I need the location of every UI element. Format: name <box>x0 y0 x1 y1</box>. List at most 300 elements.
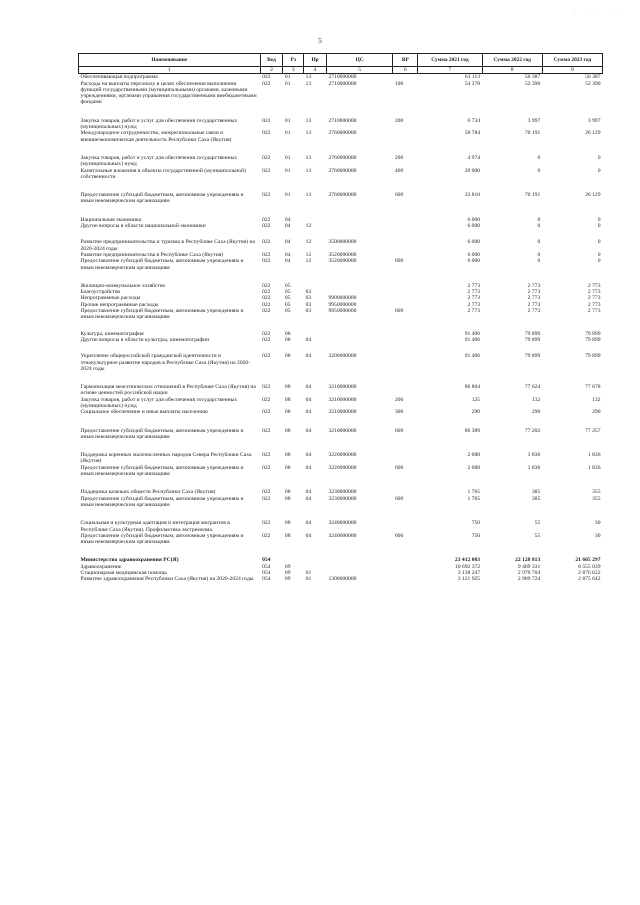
row-sum-2021: 3 121 925 <box>457 576 481 583</box>
row-ved: 022 <box>262 216 271 223</box>
row-cs: 3520000000 <box>328 258 357 265</box>
row-cs: 3230000000 <box>328 489 357 496</box>
row-pr: 13 <box>305 117 312 124</box>
row-sum-2023: 26 129 <box>585 130 601 137</box>
header-sum-2023: Сумма 2023 год <box>542 54 602 67</box>
row-cs: 2760000000 <box>328 192 357 199</box>
row-ved: 022 <box>262 295 271 302</box>
row-ved: 022 <box>262 223 271 230</box>
row-vr: 600 <box>394 308 404 315</box>
row-sum-2021: 4 974 <box>467 154 481 161</box>
row-name: Предоставление субсидий бюджетным, автономным учреждениям и иным некоммерческим организациям <box>80 308 244 321</box>
row-ved: 022 <box>262 384 271 391</box>
row-pr: 13 <box>305 80 312 87</box>
row-name: Гармонизация межэтнических отношений в Республике Саха (Якутия) на основе ценностей российской нации <box>80 384 256 397</box>
row-sum-2021: 91 406 <box>464 353 481 360</box>
row-name: Расходы на выплаты персоналу в целях обеспечения выполнения функций государственными (муниципальными) органами, казенными учреждениями, органами управления государственными внебюджетными фондами <box>80 80 257 106</box>
row-rz: 08 <box>284 464 291 471</box>
row-vr: 600 <box>394 532 404 539</box>
row-name: Развитие предпринимательства и туризма в Республике Саха (Якутия) на 2020-2024 годы <box>80 239 255 252</box>
row-sum-2023: 2 773 <box>587 282 601 289</box>
row-spacer-cell <box>79 229 603 239</box>
row-rz: 08 <box>284 353 291 360</box>
row-spacer <box>79 416 603 428</box>
row-sum-2022: 52 390 <box>524 80 541 87</box>
row-sum-2021: 20 000 <box>464 167 481 174</box>
row-vr <box>393 74 418 81</box>
row-sum-2022: 132 <box>531 396 541 403</box>
row-name: Предоставление субсидий бюджетным, автономным учреждениям и иным некоммерческим организациям <box>80 192 244 205</box>
row-sum-2022: 79 899 <box>524 336 541 343</box>
row-rz: 08 <box>284 520 291 527</box>
row-sum-2022: 2 969 724 <box>517 576 541 583</box>
row-spacer <box>79 106 603 118</box>
row-sum-2022: 70 191 <box>524 130 541 137</box>
row-rz: 01 <box>284 192 291 199</box>
table-row <box>79 384 603 397</box>
row-cs: 3200000000 <box>328 353 357 360</box>
row-spacer-cell <box>79 416 603 428</box>
row-sum-2022: 22 128 813 <box>515 557 541 564</box>
row-sum-2022: 0 <box>537 223 541 230</box>
row-name: Национальная экономика <box>80 216 142 223</box>
row-spacer-cell <box>79 271 603 283</box>
row-sum-2021: 6 000 <box>467 258 481 265</box>
row-cs: 3210000000 <box>328 384 357 391</box>
row-spacer-cell <box>79 508 603 520</box>
row-sum-2021: 2 773 <box>467 295 481 302</box>
row-spacer-cell <box>79 180 603 192</box>
table-row <box>79 74 603 81</box>
row-ved: 022 <box>262 117 271 124</box>
column-number: 7 <box>418 67 482 74</box>
row-sum-2021: 10 692 372 <box>454 563 481 570</box>
row-name: Предоставление субсидий бюджетным, автономным учреждениям и иным некоммерческим организациям <box>80 258 244 271</box>
table-row <box>79 155 603 168</box>
row-pr: 03 <box>305 295 312 302</box>
row-sum-2022: 77 624 <box>524 384 541 391</box>
row-sum-2022: 2 773 <box>527 289 541 296</box>
row-spacer <box>79 477 603 489</box>
row-pr: 04 <box>305 384 312 391</box>
row-name: Укрепление общероссийской гражданской идентичности и этнокультурное развитие народов в Республике Саха (Якутия) на 2020-2024 годы <box>80 353 251 372</box>
row-ved: 022 <box>262 154 271 161</box>
row-sum-2023: 0 <box>597 258 601 265</box>
scan-marks: · · · · · <box>574 8 626 14</box>
row-ved: 022 <box>262 130 271 137</box>
row-name: Министерство здравоохранения РС(Я) <box>80 557 179 564</box>
row-pr: 12 <box>305 239 312 246</box>
row-name: Непрограммные расходы <box>80 295 141 302</box>
row-sum-2021: 3 138 247 <box>457 570 481 577</box>
row-name: Развитие здравоохранения Республики Саха (Якутия) на 2020-2024 годы <box>80 576 254 583</box>
row-vr: 200 <box>394 396 404 403</box>
row-sum-2022: 290 <box>531 409 541 416</box>
row-sum-2022: 2 773 <box>527 301 541 308</box>
row-ved: 022 <box>262 532 271 539</box>
table-row <box>79 576 603 582</box>
row-pr: 04 <box>305 495 312 502</box>
row-sum-2023: 1 836 <box>587 464 601 471</box>
row-name: Благоустройство <box>80 289 121 296</box>
row-name: Стационарная медицинская помощь <box>80 570 167 577</box>
row-rz: 04 <box>284 239 291 246</box>
row-name: Обеспечивающая подпрограмма <box>80 74 158 81</box>
row-spacer <box>79 229 603 239</box>
row-pr: 04 <box>305 520 312 527</box>
row-vr <box>393 452 418 465</box>
table-row <box>79 452 603 465</box>
row-spacer-cell <box>79 372 603 384</box>
row-cs: 3240000000 <box>328 532 357 539</box>
row-spacer-cell <box>79 321 603 331</box>
row-cs: 3520000000 <box>328 251 357 258</box>
column-number-row <box>79 67 603 74</box>
row-sum-2022: 0 <box>537 216 541 223</box>
row-sum-2023: 77 678 <box>585 384 601 391</box>
row-rz: 09 <box>284 576 291 583</box>
row-sum-2021: 290 <box>471 409 481 416</box>
row-sum-2023: 56 387 <box>585 74 601 81</box>
table-row <box>79 258 603 271</box>
row-sum-2023: 2 773 <box>587 301 601 308</box>
row-sum-2023: 8 555 039 <box>578 563 601 570</box>
row-pr: 03 <box>305 289 312 296</box>
row-pr: 13 <box>305 167 312 174</box>
header-cs: ЦС <box>326 54 392 67</box>
row-name: Предоставление субсидий бюджетным, автономным учреждениям и иным некоммерческим организациям <box>80 464 244 478</box>
table-row <box>79 428 603 441</box>
row-vr <box>393 130 418 143</box>
row-vr: 100 <box>394 80 404 87</box>
row-sum-2022: 79 899 <box>524 353 541 360</box>
header-rz: Рз <box>283 54 304 67</box>
row-rz: 04 <box>284 216 291 223</box>
row-sum-2023: 355 <box>592 489 601 496</box>
row-cs: 2760000000 <box>328 167 357 174</box>
row-ved: 022 <box>262 74 271 81</box>
table-row <box>79 118 603 131</box>
row-sum-2022: 3 997 <box>527 117 541 124</box>
row-cs: 2710000000 <box>328 74 357 81</box>
row-spacer <box>79 143 603 155</box>
row-cs: 3210000000 <box>328 409 357 416</box>
row-sum-2023: 355 <box>592 495 601 502</box>
column-number: 8 <box>482 67 542 74</box>
row-sum-2023: 79 899 <box>585 336 601 343</box>
row-name: Предоставление субсидий бюджетным, автономным учреждениям и иным некоммерческим организациям <box>80 495 244 508</box>
table-row <box>79 192 603 205</box>
row-sum-2021: 6 000 <box>467 239 481 246</box>
row-name: Закупка товаров, работ и услуг для обеспечения государственных (муниципальных) нужд <box>80 117 238 131</box>
row-ved: 022 <box>262 464 271 471</box>
row-vr <box>393 239 418 252</box>
row-sum-2021: 2 773 <box>467 282 481 289</box>
table-row <box>79 239 603 252</box>
row-sum-2023: 1 836 <box>587 452 601 459</box>
row-cs: 3210000000 <box>328 396 357 403</box>
row-vr <box>393 384 418 397</box>
table-row <box>79 465 603 478</box>
row-ved: 022 <box>262 489 271 496</box>
row-sum-2022: 1 836 <box>527 464 541 471</box>
row-rz: 01 <box>284 117 291 124</box>
row-rz: 04 <box>284 251 291 258</box>
row-spacer-cell <box>79 343 603 353</box>
row-cs: 2760000000 <box>328 154 357 161</box>
row-sum-2023: 2 875 642 <box>578 576 601 583</box>
row-cs: 9950000000 <box>328 308 357 315</box>
row-cs: 2710000000 <box>328 117 357 124</box>
row-pr: 04 <box>305 396 312 403</box>
row-vr: 200 <box>394 154 404 161</box>
row-vr: 600 <box>394 192 404 199</box>
row-sum-2023: 2 876 622 <box>578 570 601 577</box>
row-ved: 054 <box>262 570 271 577</box>
header-vr: ВР <box>393 54 418 67</box>
row-sum-2021: 6 000 <box>467 251 481 258</box>
row-vr: 600 <box>394 464 404 471</box>
row-cs: 3210000000 <box>328 427 357 434</box>
row-sum-2023: 79 899 <box>585 330 601 337</box>
row-ved: 022 <box>262 167 271 174</box>
row-vr: 200 <box>394 117 404 124</box>
row-pr: 12 <box>305 258 312 265</box>
row-sum-2023: 52 390 <box>585 80 601 87</box>
row-sum-2023: 30 <box>594 520 601 527</box>
row-sum-2023: 2 773 <box>587 308 601 315</box>
row-pr: 04 <box>305 464 312 471</box>
row-pr: 12 <box>305 251 312 258</box>
row-name: Прочие непрограммные расходы <box>80 301 159 308</box>
row-sum-2022: 2 773 <box>527 295 541 302</box>
row-sum-2023: 2 773 <box>587 295 601 302</box>
row-cs: 3230000000 <box>328 495 357 502</box>
row-pr: 01 <box>305 570 312 577</box>
row-vr: 600 <box>394 495 404 502</box>
row-ved: 022 <box>262 289 271 296</box>
table-row <box>79 397 603 410</box>
row-rz: 08 <box>284 336 291 343</box>
row-name: Поддержка коренных малочисленных народов Севера Республики Саха (Якутия) <box>80 452 252 465</box>
row-sum-2022: 70 191 <box>524 192 541 199</box>
row-ved: 022 <box>262 282 271 289</box>
row-rz: 08 <box>284 409 291 416</box>
row-vr <box>393 353 418 372</box>
row-ved: 054 <box>262 563 271 570</box>
row-pr: 04 <box>305 353 312 360</box>
row-name: Поддержка казачьих обществ Республики Саха (Якутия) <box>80 489 216 496</box>
row-spacer <box>79 321 603 331</box>
table-row <box>79 520 603 533</box>
row-ved: 022 <box>262 336 271 343</box>
header-row <box>79 54 603 67</box>
row-vr: 600 <box>394 427 404 434</box>
column-number: 2 <box>260 67 283 74</box>
row-ved: 022 <box>262 520 271 527</box>
table-row <box>79 308 603 321</box>
row-sum-2021: 54 378 <box>464 80 481 87</box>
header-sum-2021: Сумма 2021 год <box>418 54 482 67</box>
row-spacer <box>79 205 603 217</box>
row-spacer-cell <box>79 205 603 217</box>
row-name: Жилищно-коммунальное хозяйство <box>80 282 166 289</box>
row-name: Другие вопросы в области национальной экономики <box>80 223 206 230</box>
row-rz: 09 <box>284 563 291 570</box>
row-name: Капитальные вложения в объекты государственной (муниципальной) собственности <box>80 167 246 180</box>
row-sum-2021: 6 000 <box>467 223 481 230</box>
row-spacer <box>79 372 603 384</box>
row-ved: 022 <box>262 301 271 308</box>
row-pr: 04 <box>305 336 312 343</box>
row-rz: 08 <box>284 495 291 502</box>
row-name: Предоставление субсидий бюджетным, автономным учреждениям и иным некоммерческим организациям <box>80 427 244 440</box>
header-ved: Вед <box>260 54 283 67</box>
row-rz: 08 <box>284 384 291 391</box>
row-spacer <box>79 343 603 353</box>
row-rz: 05 <box>284 301 291 308</box>
row-rz: 08 <box>284 396 291 403</box>
row-rz: 08 <box>284 427 291 434</box>
row-pr: 03 <box>305 301 312 308</box>
row-sum-2021: 86 389 <box>464 427 481 434</box>
header-sum-2022: Сумма 2022 год <box>482 54 542 67</box>
row-rz: 05 <box>284 308 291 315</box>
row-rz: 08 <box>284 330 291 337</box>
row-spacer <box>79 271 603 283</box>
row-sum-2022: 2 773 <box>527 282 541 289</box>
row-sum-2023: 132 <box>592 396 601 403</box>
table-row <box>79 168 603 181</box>
row-rz: 05 <box>284 295 291 302</box>
row-name: Закупка товаров, работ и услуг для обеспечения государственных (муниципальных) нужд <box>80 396 238 409</box>
table-row <box>79 353 603 372</box>
row-cs: 9950000000 <box>328 301 357 308</box>
row-sum-2022: 385 <box>531 489 541 496</box>
row-name: Культура, кинематография <box>80 330 144 337</box>
row-sum-2022: 56 387 <box>524 74 541 81</box>
table-row <box>79 533 603 546</box>
row-name: Социальная и культурная адаптация и интеграция мигрантов в Республике Саха (Якутия). Профилактика экстремизма. <box>80 520 230 533</box>
row-rz: 05 <box>284 289 291 296</box>
row-ved: 022 <box>262 495 271 502</box>
row-rz: 01 <box>284 80 291 87</box>
row-sum-2021: 86 804 <box>464 384 481 391</box>
row-cs: 3220000000 <box>328 464 357 471</box>
column-number: 3 <box>283 67 304 74</box>
row-sum-2022: 0 <box>537 154 541 161</box>
row-spacer-cell <box>79 143 603 155</box>
row-spacer <box>79 440 603 452</box>
row-spacer <box>79 508 603 520</box>
row-sum-2021: 23 412 083 <box>454 557 481 564</box>
column-number: 9 <box>542 67 602 74</box>
row-ved: 022 <box>262 80 271 87</box>
row-sum-2022: 2 970 704 <box>517 570 541 577</box>
row-pr: 01 <box>305 576 312 583</box>
row-sum-2022: 0 <box>537 258 541 265</box>
row-sum-2022: 0 <box>537 239 541 246</box>
row-ved: 022 <box>262 192 271 199</box>
row-sum-2021: 2 773 <box>467 308 481 315</box>
row-sum-2021: 750 <box>471 532 481 539</box>
row-sum-2023: 77 257 <box>585 427 601 434</box>
row-sum-2023: 0 <box>597 251 601 258</box>
column-number: 1 <box>79 67 261 74</box>
row-spacer <box>79 180 603 192</box>
row-spacer <box>79 545 603 557</box>
row-sum-2021: 6 000 <box>467 216 481 223</box>
row-rz: 01 <box>284 130 291 137</box>
row-rz: 08 <box>284 532 291 539</box>
header-name: Наименование <box>79 54 261 67</box>
row-ved: 022 <box>262 251 271 258</box>
row-sum-2023: 3 997 <box>587 117 601 124</box>
row-pr: 03 <box>305 308 312 315</box>
row-sum-2021: 2 088 <box>467 452 481 459</box>
row-name: Здравоохранение <box>80 563 122 570</box>
budget-table <box>78 53 603 583</box>
row-pr: 04 <box>305 427 312 434</box>
row-sum-2022: 2 773 <box>527 308 541 315</box>
row-sum-2022: 79 899 <box>524 330 541 337</box>
row-rz: 01 <box>284 167 291 174</box>
row-rz: 08 <box>284 489 291 496</box>
row-sum-2023: 0 <box>597 223 601 230</box>
table-row <box>79 81 603 106</box>
row-sum-2023: 0 <box>597 167 601 174</box>
row-cs: 2710000000 <box>328 80 357 87</box>
row-sum-2021: 33 810 <box>464 192 481 199</box>
row-rz: 05 <box>284 282 291 289</box>
row-sum-2021: 91 406 <box>464 330 481 337</box>
row-ved: 022 <box>262 452 271 459</box>
row-pr: 04 <box>305 409 312 416</box>
row-name: Социальное обеспечение и иные выплаты населению <box>80 409 208 416</box>
row-cs: 2760000000 <box>328 130 357 137</box>
row-name: Международное сотрудничество, межрегиональные связи и внешнеэкономическая деятельность Республики Саха (Якутия) <box>80 130 232 143</box>
row-sum-2023: 0 <box>597 216 601 223</box>
row-sum-2021: 1 765 <box>467 495 481 502</box>
row-sum-2023: 0 <box>597 154 601 161</box>
row-sum-2021: 91 406 <box>464 336 481 343</box>
row-pr: 13 <box>305 192 312 199</box>
row-sum-2023: 2 773 <box>587 289 601 296</box>
row-ved: 022 <box>262 330 271 337</box>
column-number: 5 <box>326 67 392 74</box>
row-sum-2023: 30 <box>594 532 601 539</box>
row-pr: 13 <box>305 154 312 161</box>
row-cs: 1300000000 <box>328 576 357 583</box>
row-vr <box>393 576 418 582</box>
row-sum-2021: 2 773 <box>467 301 481 308</box>
row-ved: 022 <box>262 409 271 416</box>
row-sum-2021: 125 <box>471 396 481 403</box>
row-cs: 9900000000 <box>328 295 357 302</box>
row-sum-2022: 0 <box>537 167 541 174</box>
row-ved: 022 <box>262 427 271 434</box>
row-pr: 04 <box>305 452 312 459</box>
row-pr: 04 <box>305 489 312 496</box>
table-row <box>79 496 603 509</box>
page-number: 5 <box>318 37 322 45</box>
column-number: 4 <box>304 67 327 74</box>
row-sum-2021: 2 773 <box>467 289 481 296</box>
row-cs: 3240000000 <box>328 520 357 527</box>
row-sum-2022: 0 <box>537 251 541 258</box>
row-sum-2023: 21 605 297 <box>575 557 601 564</box>
row-cs: 3500000000 <box>328 239 357 246</box>
